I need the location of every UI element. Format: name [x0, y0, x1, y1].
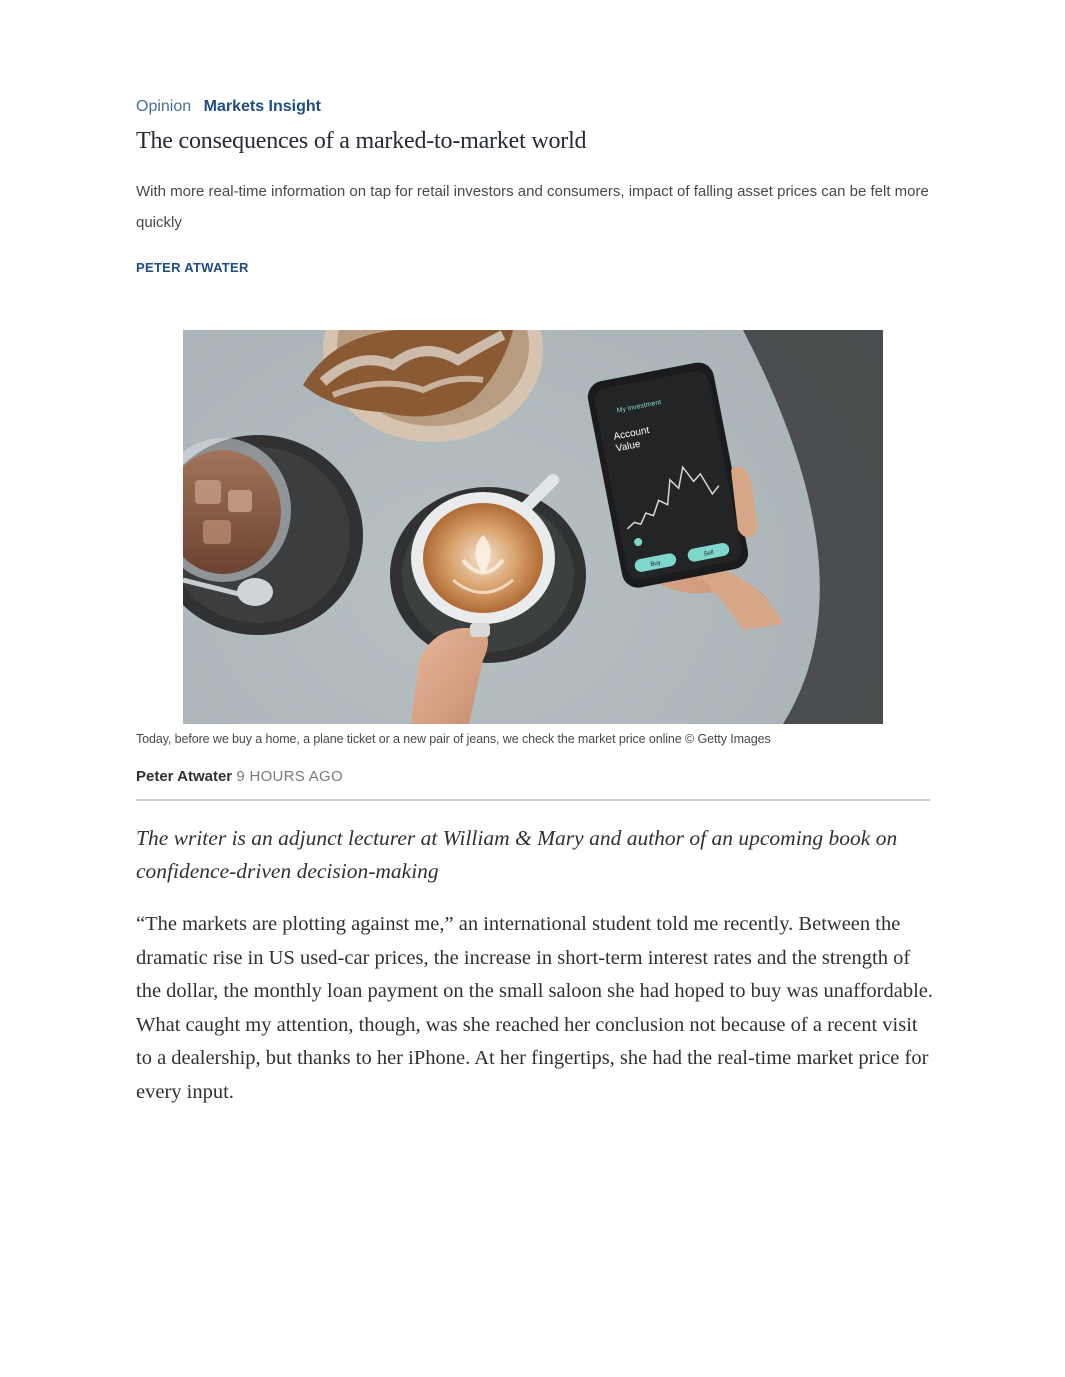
image-caption: Today, before we buy a home, a plane ticket or a new pair of jeans, we check the market price online © Getty Images: [136, 732, 771, 746]
phone-title-line2: Value: [614, 438, 642, 455]
phone-buy-text: Buy: [650, 560, 662, 569]
article-headline: The consequences of a marked-to-market world: [136, 128, 587, 154]
author-link-top[interactable]: PETER ATWATER: [136, 260, 249, 275]
writer-note: The writer is an adjunct lecturer at William & Mary and author of an upcoming book on confidence-driven decision-making: [136, 826, 898, 883]
topic-tags: [136, 98, 321, 116]
phone-header-text: My investment: [616, 399, 662, 415]
article-body-paragraph: “The markets are plotting against me,” an international student told me recently. Between the dramatic rise in US used-car prices, the increase in short-term interest rates and the strength of the dollar, the monthly loan payment on the small saloon she had hoped to buy was unaffordable. What caught my attention, though, was she reached her conclusion not because of a recent visit to a dealership, but thanks to her iPhone. At her fingertips, she had the real-time market price for every input.: [136, 913, 933, 1103]
byline: [136, 768, 343, 785]
byline-divider: [136, 799, 930, 801]
topic-opinion-link[interactable]: Opinion: [136, 98, 192, 115]
phone-title-line1: Account: [612, 424, 651, 443]
topic-markets-insight-link[interactable]: Markets Insight: [203, 98, 321, 115]
author-link[interactable]: Peter Atwater: [136, 768, 233, 785]
article-standfirst: With more real-time information on tap for retail investors and consumers, impact of falling asset prices can be felt more quickly: [136, 183, 929, 231]
publish-time: 9 HOURS AGO: [236, 768, 343, 785]
article-main-image: [183, 330, 883, 724]
phone-sell-text: Sell: [703, 549, 715, 558]
